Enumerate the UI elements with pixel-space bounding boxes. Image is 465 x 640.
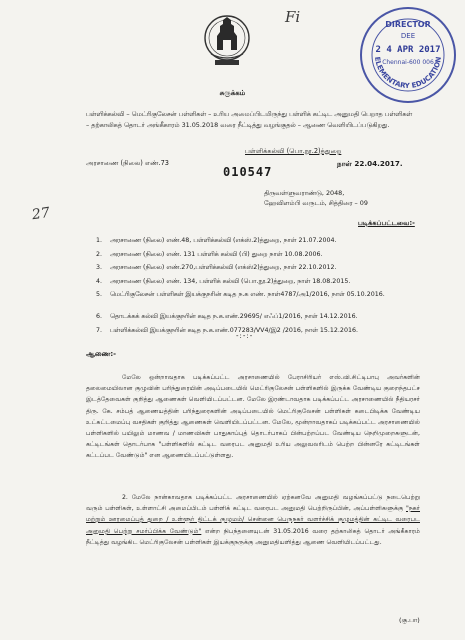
paragraph-text: என்ற நிபந்தனையுடன் 31.05.2016 வரை தற்காலிகத் தொடர் அங்கீகாரம் நீட்டித்து வழங்கிட மெட்ரிகுலேசன் பள்ளிகள் இயக்குநருக்கு அனுமதியளித்து ஆணை வெளியிடப்பட்டது. — [86, 527, 420, 546]
reference-number: 3. — [96, 264, 103, 272]
reference-number: 4. — [96, 277, 103, 285]
department-name: பள்ளிக்கல்வி (பொ.நூ.2)த்துறை — [245, 147, 342, 155]
stamp-city: Chennai-600 006 — [382, 59, 434, 66]
tamil-calendar-date — [264, 188, 368, 208]
reference-number: 1. — [96, 237, 103, 244]
serial-number-stamp: 010547 — [223, 165, 273, 179]
reference-number: 6. — [96, 313, 103, 321]
tamil-year: திருவள்ளுவராண்டு, 2048, — [264, 189, 345, 197]
page-turn-note: (கு.பா) — [399, 616, 420, 624]
go-date: நாள் 22.04.2017. — [337, 159, 403, 168]
read-label: படிக்கப்பட்டவை:- — [358, 219, 415, 227]
stamp-subtitle: DEE — [400, 32, 416, 40]
reference-text: மெட்ரிகுலேசன் பள்ளிகள் இயக்குநரின் கடித ந.க எண். நாள்4787/அ1/2016, நாள் 05.10.2016. — [110, 291, 385, 299]
reference-number: 5. — [96, 291, 103, 299]
underlined-condition: "நகர் மற்றும் ஊரமைப்புத் துறை / உள்ளூர் திட்டக் குழுமம்/ சென்னை பெருநகர் வளர்ச்சிக் குழுமத்தின் கட்டிட வரைபட அனுமதி பெற்று சமர்ப்பிக்க வேண்டும்" — [86, 505, 420, 535]
subject-text: பள்ளிக்கல்வி – மெட்ரிகுலேசன் பள்ளிகள் – உரிய அமைப்பிடமிருந்து பள்ளிக் கட்டிட அனுமதி பெறாத பள்ளிகள் – தற்காலிகத் தொடர் அங்கீகாரம் 31.05.2018 வரை நீட்டித்து வழங்குதல் – ஆணை வெளியிடப்படுகிறது. — [86, 110, 413, 129]
handwritten-mark: Fi — [285, 8, 301, 26]
list-item — [96, 236, 426, 250]
order-heading: ஆணை:- — [86, 350, 117, 358]
list-item — [96, 326, 426, 340]
reference-number: 2. — [96, 250, 103, 258]
reference-text: அரசாணை (நிலை) எண். 134, பள்ளிக் கல்வி (பொ.நூ.2)த்துறை, நாள் 18.08.2015. — [110, 277, 351, 285]
reference-text: பள்ளிக்கல்வி இயக்குநரின் கடித ந.க.எண்.077283/VV4/இ2 /2016, நாள் 15.12.2016. — [110, 326, 358, 334]
list-item — [96, 312, 426, 326]
paragraph-text: 2. மேலே நான்காவதாக படிக்கப்பட்ட அரசாணையில் ஏற்கனவே அனுமதி வழங்கப்பட்டு நடைபெற்று வரும் பள்ளிகள், உள்ளாட்சி அமைப்பிடம் பள்ளிக் கட்டிட வரைபட அனுமதி பெற்றிருப்பின், அப்பள்ளிகளுக்கு — [86, 494, 420, 513]
tamil-month: ஹேவிளம்பி வருடம், சித்திரை – 09 — [264, 199, 368, 207]
order-paragraph-1: மேலே ஒன்றாவதாக படிக்கப்பட்ட அரசாணையில் பேராசிரியர் எஸ்.வி.சிட்டிபாபு அவர்களின் தலைமையிலான குழுவின் பரிந்துரையின் அடிப்படையில் மெட்ரிகுலேசன் பள்ளிகளில் இருக்க வேண்டிய குறைந்தபட்ச இடத்தேவைகள் குறித்து ஆணைகள் வெளியிடப்பட்டன. மேலே இரண்டாவதாக படிக்கப்பட்ட அரசாணையில் நீதியரசர் திரு. கே. சம்பத் ஆணையத்தின் பரிந்துரைகளின் அடிப்படையில் மெட்ரிகுலேசன் பள்ளிகள் கடைபிடிக்க வேண்டிய உட்கட்டமைப்பு வசதிகள் குறித்து ஆணைகள் வெளியிடப்பட்டன. மேலே, மூன்றாவதாகப் படிக்கப்பட்ட அரசாணையில் பள்ளிகளில் பயிலும் மாணவ / மாணவிகள் பாதுகாப்புத் தொடர்பாகப் பின்பற்றப்பட வேண்டிய நெறிமுறைகளுடன், கட்டிடங்கள் தொடர்பாக "பள்ளிகளில் கட்டிட வரைபட அனுமதி உரிய அலுவலரிடம் பெற்ற பின்னரே கட்டிடங்கள் கட்டப்பட வேண்டும்" என ஆணையிடப்பட்டுள்ளது. — [86, 374, 420, 460]
list-item — [96, 263, 426, 277]
section-separator: -:-:- — [236, 332, 254, 340]
abstract-title: சுருக்கம் — [219, 89, 246, 97]
state-emblem-icon — [203, 14, 251, 68]
go-number: அரசாணை (நிலை) எண்.73 — [86, 159, 169, 167]
reference-text: தொடக்கக் கல்வி இயக்குநரின் கடித ந.க.எண்.29695/ எஃப்1/2016, நாள் 14.12.2016. — [110, 313, 358, 321]
stamp-title: DIRECTOR — [385, 20, 431, 29]
reference-text: அரசாணை (நிலை) எண்.270,பள்ளிக்கல்வி (எக்ஸ்2)த்துறை, நாள் 22.10.2012. — [110, 264, 337, 272]
reference-text: அரசாணை (நிலை) எண். 131 பள்ளிக் கல்வி (பி) துறை நாள் 10.08.2006. — [110, 250, 323, 258]
reference-text: அரசாணை (நிலை) எண்.48, பள்ளிக்கல்வி (எக்ஸ்.2)த்துறை, நாள் 21.07.2004. — [110, 237, 337, 244]
stamp-date: 2 4 APR 2017 — [375, 45, 441, 55]
stamp-ring-path: ELEMENTARY EDUCATION — [372, 56, 444, 91]
reference-number: 7. — [96, 326, 103, 334]
reference-list — [96, 236, 426, 340]
list-item — [96, 250, 426, 264]
handwritten-margin-number: 27 — [30, 204, 51, 224]
list-item — [96, 277, 426, 291]
order-paragraph-2 — [86, 492, 420, 548]
list-item — [96, 290, 426, 312]
